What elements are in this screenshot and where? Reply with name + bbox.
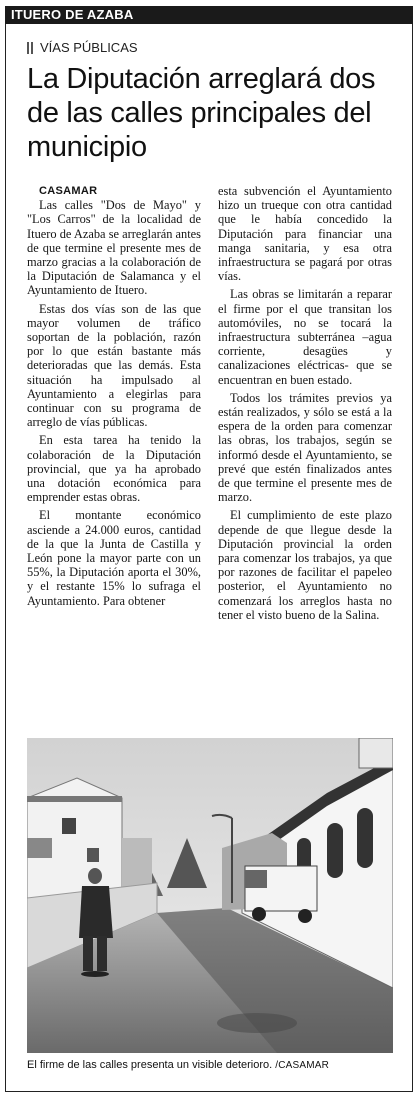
kicker-bars-icon bbox=[27, 42, 33, 54]
paragraph: esta subvención el Ayuntamiento hizo un trueque con otra cantidad que le había concedido la Diputación para financiar una manga sanitaria, y esa otra infraestructura se pagará por otras vías. bbox=[218, 184, 392, 284]
kicker bbox=[27, 40, 138, 55]
section-header: ITUERO DE AZABA bbox=[5, 6, 413, 24]
headline: La Diputación arreglará dos de las calles principales del municipio bbox=[27, 63, 376, 163]
article-column-right bbox=[218, 184, 392, 622]
byline: CASAMAR bbox=[39, 185, 98, 197]
caption-credit: /CASAMAR bbox=[275, 1060, 330, 1071]
caption-text: El firme de las calles presenta un visible deterioro. bbox=[27, 1059, 273, 1071]
paragraph: Las calles "Dos de Mayo" y "Los Carros" de la localidad de Ituero de Azaba se arreglarán antes de que termine el presente mes de marzo gracias a la colaboración de la Diputación de Salamanca y el Ayuntamiento de Ituero. bbox=[27, 198, 201, 298]
paragraph: El cumplimiento de este plazo depende de que llegue desde la Diputación provincial la orden para comenzar los trabajos, ya que por razones de facilitar el papeleo posterior, el Ayuntamiento no comenzará los arreglos hasta no tener el visto bueno de la Salina. bbox=[218, 508, 392, 622]
article-column-left bbox=[27, 184, 201, 608]
paragraph: Todos los trámites previos ya están realizados, y sólo se está a la espera de la orden para comenzar las obras, los trabajos, según se informó desde el Ayuntamiento, se prevé que estén finalizados antes de que termine el presente mes de marzo. bbox=[218, 390, 392, 505]
paragraph: Estas dos vías son de las que mayor volumen de tráfico soportan de la población, razón por lo que están bastante más deterioradas que las demás. Esta situación ha impulsado al Ayuntamiento a elegirlas para continuar con su programa de arreglo de vías públicas. bbox=[27, 301, 201, 430]
kicker-label: VÍAS PÚBLICAS bbox=[40, 40, 138, 55]
paragraph: El montante económico asciende a 24.000 euros, cantidad de la que la Junta de Castilla y León pone la mayor parte con un 55%, la Diputación aporta el 30%, y el restante 15% lo sufraga el Ayuntamiento. Para obtener bbox=[27, 508, 201, 608]
paragraph: En esta tarea ha tenido la colaboración de la Diputación provincial, que ya ha aprobado una dotación económica para emprender estas obras. bbox=[27, 433, 201, 505]
street-photo bbox=[27, 738, 393, 1053]
photo-caption bbox=[27, 1059, 407, 1071]
paragraph: Las obras se limitarán a reparar el firme por el que transitan los automóviles, no se tocará la infraestructura subterránea –agua corriente, desagües y canalizaciones eléctricas- que se encuentran en buen estado. bbox=[218, 287, 392, 387]
